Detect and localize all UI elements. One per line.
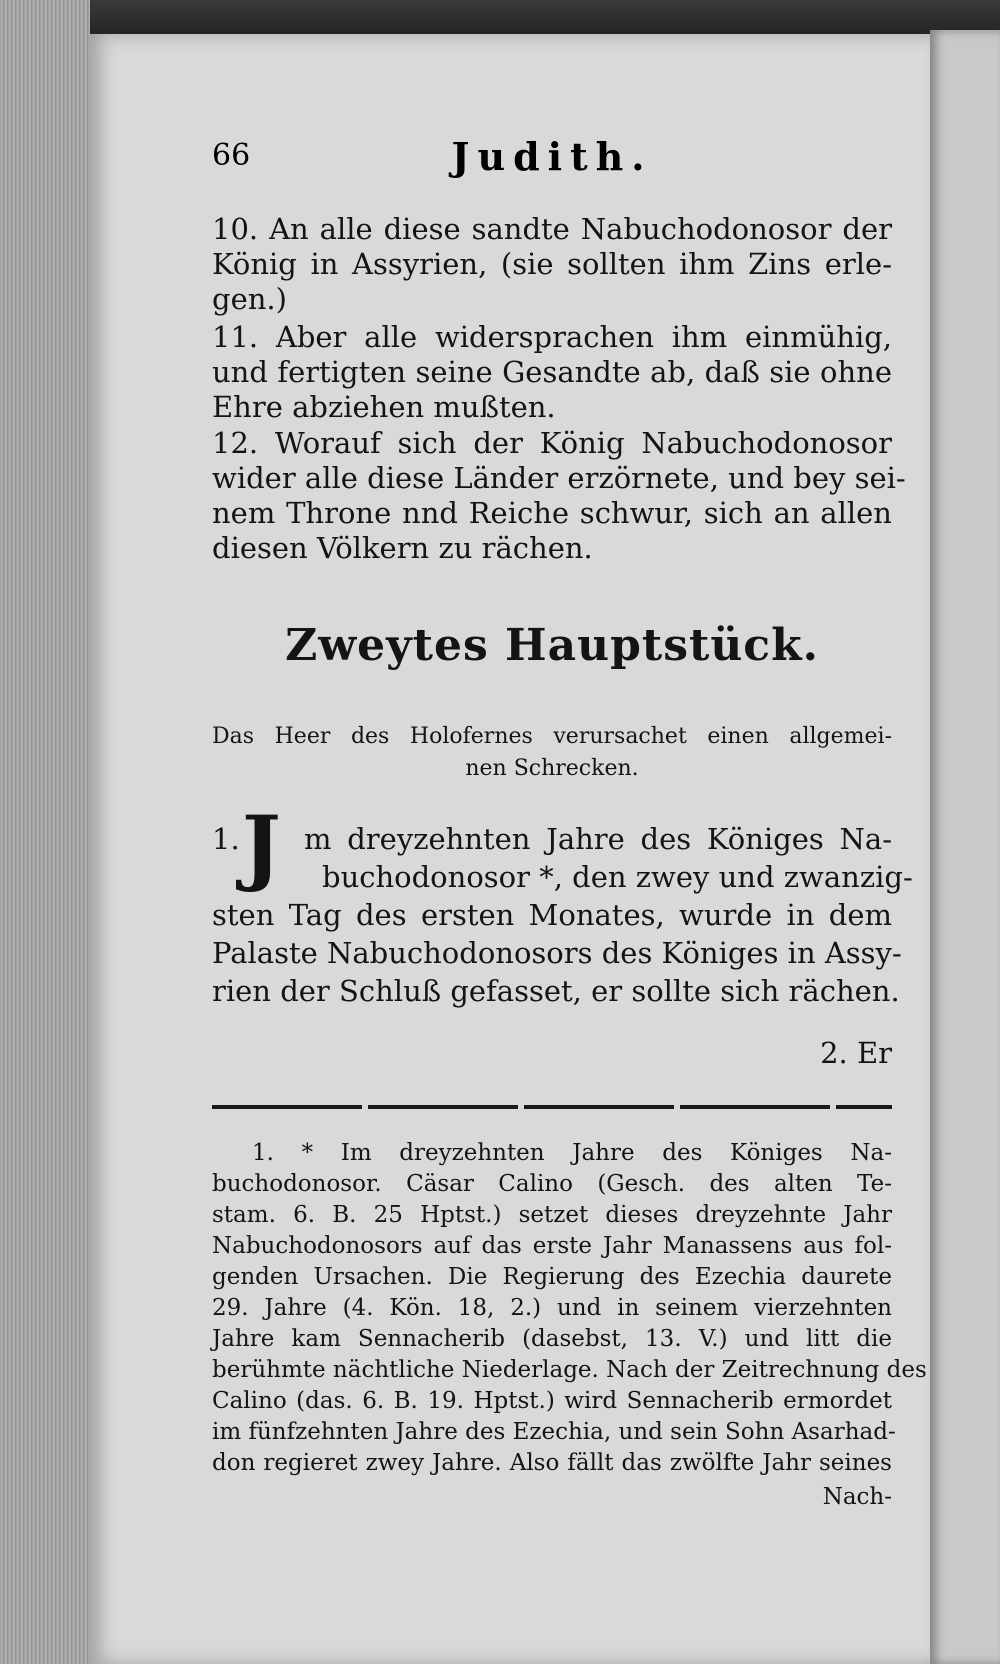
verse-line: und fertigten seine Gesandte ab, daß sie ohne — [212, 355, 892, 389]
page-number: 66 — [212, 138, 251, 173]
page-header — [212, 134, 892, 188]
catchword: 2. Er — [820, 1036, 892, 1070]
book-binding-edge — [0, 0, 90, 1664]
footnote-line: Jahre kam Sennacherib (dasebst, 13. V.) und litt die — [212, 1326, 892, 1352]
verse-line: buchodonosor *, den zwey und zwanzig- — [322, 860, 913, 894]
verse-line: m dreyzehnten Jahre des Königes Na- — [304, 822, 892, 856]
running-title: Judith. — [451, 134, 653, 179]
chapter-summary-line: Das Heer des Holofernes verursachet einen allgemei- — [212, 724, 892, 749]
verse-line: 10. An alle diese sandte Nabuchodonosor der — [212, 212, 892, 246]
footnote-line: don regieret zwey Jahre. Also fällt das zwölfte Jahr seines — [212, 1450, 892, 1476]
verse-line: Palaste Nabuchodonosors des Königes in Assy- — [212, 936, 902, 970]
verse-line: Ehre abziehen mußten. — [212, 390, 556, 424]
footnote-line: buchodonosor. Cäsar Calino (Gesch. des alten Te- — [212, 1171, 892, 1197]
verse-line: diesen Völkern zu rächen. — [212, 531, 593, 565]
footnote-line: Calino (das. 6. B. 19. Hptst.) wird Sennacherib ermordet — [212, 1388, 892, 1414]
verse-number: 1. — [212, 822, 240, 856]
footnote-divider — [212, 1105, 892, 1109]
footnote-line: 29. Jahre (4. Kön. 18, 2.) und in seinem vierzehnten — [212, 1295, 892, 1321]
footnote-line: 1. * Im dreyzehnten Jahre des Königes Na- — [252, 1140, 892, 1166]
verse-line: 12. Worauf sich der König Nabuchodonosor — [212, 426, 892, 460]
verse-line: König in Assyrien, (sie sollten ihm Zins erle- — [212, 247, 892, 281]
chapter-title: Zweytes Hauptstück. — [285, 620, 819, 671]
verse-line: 11. Aber alle widersprachen ihm einmühig, — [212, 320, 892, 354]
verse-line: sten Tag des ersten Monates, wurde in dem — [212, 898, 892, 932]
footnote-line: berühmte nächtliche Niederlage. Nach der Zeitrechnung des — [212, 1357, 927, 1383]
drop-initial: J — [242, 799, 281, 895]
footnote-line: genden Ursachen. Die Regierung des Ezechia daurete — [212, 1264, 892, 1290]
footnote-line: stam. 6. B. 25 Hptst.) setzet dieses dreyzehnte Jahr — [212, 1202, 892, 1228]
footnote-line: im fünfzehnten Jahre des Ezechia, und sein Sohn Asarhad- — [212, 1419, 896, 1445]
verse-line: wider alle diese Länder erzörnete, und bey sei- — [212, 461, 906, 495]
chapter-summary-line: nen Schrecken. — [465, 756, 639, 781]
footnote-catchword: Nach- — [822, 1484, 892, 1510]
footnote-line: Nabuchodonosors auf das erste Jahr Manassens aus fol- — [212, 1233, 892, 1259]
facing-page-edge — [930, 30, 1000, 1664]
verse-line: nem Throne nnd Reiche schwur, sich an allen — [212, 496, 892, 530]
verse-line: rien der Schluß gefasset, er sollte sich rächen. — [212, 974, 900, 1008]
verse-line: gen.) — [212, 282, 287, 316]
